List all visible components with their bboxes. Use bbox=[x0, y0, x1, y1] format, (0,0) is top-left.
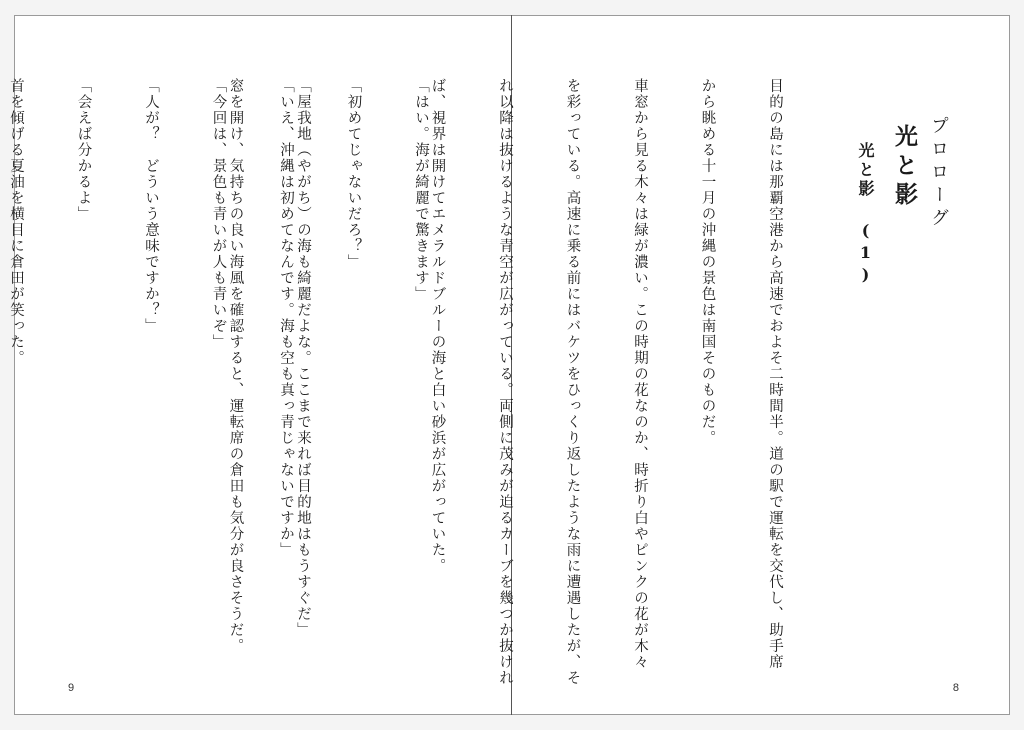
text-line: から眺める十一月の沖縄の景色は南国そのものだ。 bbox=[699, 78, 716, 446]
text-line: れ以降は抜けるような青空が広がっている。両側に茂みが迫るカーブを幾つか抜けれ bbox=[497, 78, 513, 686]
text-line: ば、視界は開けてエメラルドブルーの海と白い砂浜が広がっていた。 bbox=[429, 78, 446, 574]
text-line: 窓を開け、気持ちの良い海風を確認すると、運転席の倉田も気分が良さそうだ。 bbox=[227, 78, 244, 654]
prologue-label: プロローグ bbox=[928, 116, 949, 231]
chapter-subtitle: 光と影 (1) bbox=[856, 142, 875, 287]
chapter-title: 光と影 bbox=[891, 124, 918, 211]
text-line: 「初めてじゃないだろ？」 bbox=[345, 78, 362, 270]
text-line: 車窓から見る木々は緑が濃い。この時期の花なのか、時折り白やピンクの花が木々 bbox=[632, 78, 648, 670]
right-page-body bbox=[179, 78, 831, 686]
text-line: 「屋我地（やがち）の海も綺麗だよな。ここまで来れば目的地はもうすぐだ」 bbox=[295, 78, 311, 638]
text-line: 首を傾げる夏油を横目に倉田が笑った。 bbox=[8, 78, 24, 366]
paragraph-gap bbox=[359, 78, 381, 678]
page-number: 8 bbox=[952, 682, 959, 694]
text-line: 「今回は、景色も青いが人も青いぞ」 bbox=[210, 78, 227, 350]
page-number: 9 bbox=[68, 682, 75, 694]
text-line: 目的の島には那覇空港から高速でおよそ二時間半。道の駅で運転を交代し、助手席 bbox=[767, 78, 783, 670]
text-line: 「会えば分かるよ」 bbox=[75, 78, 92, 222]
text-line: 「人が？ どういう意味ですか？」 bbox=[143, 78, 159, 334]
text-line: 「はい。海が綺麗で驚きます」 bbox=[413, 78, 429, 302]
text-line: 「いえ、沖縄は初めてなんです。海も空も真っ青じゃないですか」 bbox=[278, 78, 294, 558]
text-line: を彩っている。高速に乗る前にはバケツをひっくり返したような雨に遭遇したが、そ bbox=[564, 78, 581, 686]
